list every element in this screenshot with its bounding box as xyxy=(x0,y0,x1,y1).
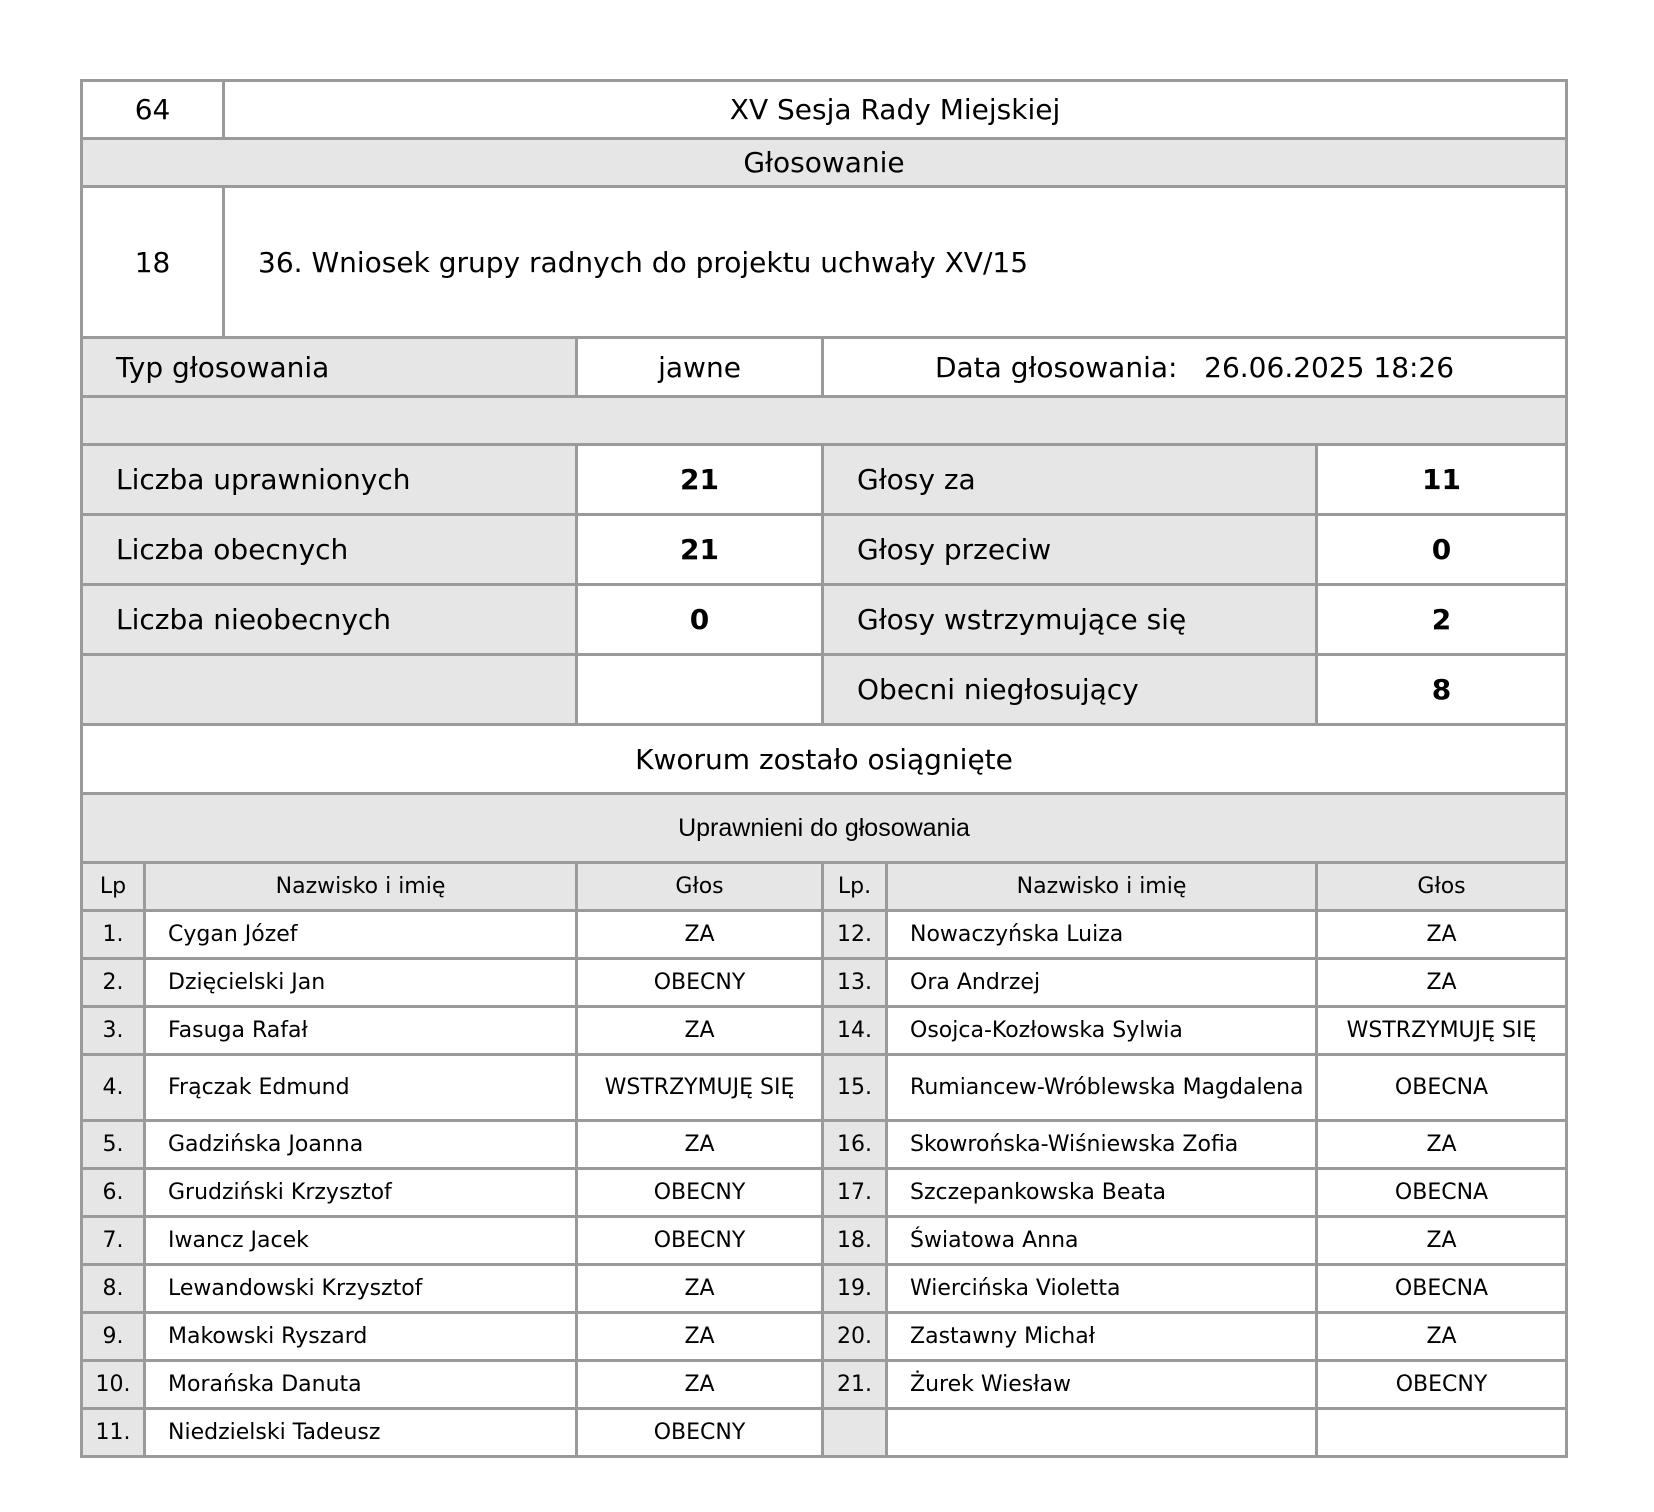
table-row xyxy=(82,1313,1567,1361)
list-title: Uprawnieni do głosowania xyxy=(82,794,1567,863)
row-name-left: Niedzielski Tadeusz xyxy=(145,1409,577,1457)
present-value: 21 xyxy=(577,515,823,585)
present-label: Liczba obecnych xyxy=(82,515,577,585)
row-number-right: 20. xyxy=(823,1313,887,1361)
voting-report xyxy=(80,79,1565,1458)
table-row xyxy=(82,1265,1567,1313)
row-vote-right: OBECNA xyxy=(1317,1265,1567,1313)
row-vote-right xyxy=(1317,1409,1567,1457)
table-row xyxy=(82,1169,1567,1217)
column-header-row xyxy=(82,863,1567,911)
table-row xyxy=(82,1055,1567,1121)
against-label: Głosy przeciw xyxy=(823,515,1317,585)
row-name-right: Światowa Anna xyxy=(887,1217,1317,1265)
absent-label: Liczba nieobecnych xyxy=(82,585,577,655)
row-name-left: Gadzińska Joanna xyxy=(145,1121,577,1169)
row-number-right: 12. xyxy=(823,911,887,959)
empty-label-cell xyxy=(82,655,577,725)
row-number-left: 3. xyxy=(82,1007,145,1055)
row-number-left: 2. xyxy=(82,959,145,1007)
session-title: XV Sesja Rady Miejskiej xyxy=(224,81,1567,139)
row-number-left: 9. xyxy=(82,1313,145,1361)
table-row xyxy=(82,911,1567,959)
row-number-right: 15. xyxy=(823,1055,887,1121)
vote-date xyxy=(823,338,1567,397)
row-vote-left: OBECNY xyxy=(577,1217,823,1265)
for-label: Głosy za xyxy=(823,445,1317,515)
item-number: 18 xyxy=(82,187,224,338)
stats-row-1 xyxy=(82,445,1567,515)
row-vote-left: ZA xyxy=(577,1313,823,1361)
row-vote-right: OBECNA xyxy=(1317,1169,1567,1217)
list-title-row xyxy=(82,794,1567,863)
abstain-label: Głosy wstrzymujące się xyxy=(823,585,1317,655)
row-name-right: Nowaczyńska Luiza xyxy=(887,911,1317,959)
row-name-left: Lewandowski Krzysztof xyxy=(145,1265,577,1313)
row-number-left: 4. xyxy=(82,1055,145,1121)
row-name-left: Dzięcielski Jan xyxy=(145,959,577,1007)
stats-row-2 xyxy=(82,515,1567,585)
row-name-left: Iwancz Jacek xyxy=(145,1217,577,1265)
row-vote-right: ZA xyxy=(1317,1217,1567,1265)
row-vote-left: ZA xyxy=(577,1121,823,1169)
eligible-value: 21 xyxy=(577,445,823,515)
row-number-left: 8. xyxy=(82,1265,145,1313)
row-number-right: 19. xyxy=(823,1265,887,1313)
row-name-right: Szczepankowska Beata xyxy=(887,1169,1317,1217)
header-row xyxy=(82,81,1567,139)
row-vote-right: OBECNA xyxy=(1317,1055,1567,1121)
row-number-right: 13. xyxy=(823,959,887,1007)
row-vote-left: WSTRZYMUJĘ SIĘ xyxy=(577,1055,823,1121)
table-row xyxy=(82,1361,1567,1409)
row-name-left: Frączak Edmund xyxy=(145,1055,577,1121)
spacer-row xyxy=(82,397,1567,445)
col-name-right: Nazwisko i imię xyxy=(887,863,1317,911)
item-title: 36. Wniosek grupy radnych do projektu uchwały XV/15 xyxy=(224,187,1567,338)
vote-type-label: Typ głosowania xyxy=(82,338,577,397)
row-name-right: Zastawny Michał xyxy=(887,1313,1317,1361)
row-vote-right: ZA xyxy=(1317,1313,1567,1361)
vote-type-value: jawne xyxy=(577,338,823,397)
row-vote-right: ZA xyxy=(1317,959,1567,1007)
row-number-left: 10. xyxy=(82,1361,145,1409)
row-number-left: 6. xyxy=(82,1169,145,1217)
table-row xyxy=(82,1007,1567,1055)
table-row xyxy=(82,1121,1567,1169)
spacer-cell xyxy=(82,397,1567,445)
voting-table xyxy=(80,79,1568,1458)
session-number: 64 xyxy=(82,81,224,139)
nonvoting-value: 8 xyxy=(1317,655,1567,725)
row-number-left: 5. xyxy=(82,1121,145,1169)
against-value: 0 xyxy=(1317,515,1567,585)
quorum-row xyxy=(82,725,1567,794)
row-name-right: Osojca-Kozłowska Sylwia xyxy=(887,1007,1317,1055)
table-row xyxy=(82,1217,1567,1265)
absent-value: 0 xyxy=(577,585,823,655)
abstain-value: 2 xyxy=(1317,585,1567,655)
col-lp-right: Lp. xyxy=(823,863,887,911)
vote-date-value: 26.06.2025 18:26 xyxy=(1204,350,1455,384)
section-row xyxy=(82,139,1567,187)
row-name-left: Morańska Danuta xyxy=(145,1361,577,1409)
section-title: Głosowanie xyxy=(82,139,1567,187)
row-vote-left: ZA xyxy=(577,1361,823,1409)
row-number-right: 18. xyxy=(823,1217,887,1265)
item-row xyxy=(82,187,1567,338)
row-number-left: 11. xyxy=(82,1409,145,1457)
row-name-right: Ora Andrzej xyxy=(887,959,1317,1007)
row-number-right xyxy=(823,1409,887,1457)
vote-date-label: Data głosowania: xyxy=(934,350,1178,384)
row-vote-left: OBECNY xyxy=(577,1169,823,1217)
row-name-right: Żurek Wiesław xyxy=(887,1361,1317,1409)
row-number-right: 21. xyxy=(823,1361,887,1409)
row-vote-left: ZA xyxy=(577,1265,823,1313)
row-name-left: Makowski Ryszard xyxy=(145,1313,577,1361)
row-number-left: 1. xyxy=(82,911,145,959)
empty-value-cell xyxy=(577,655,823,725)
row-name-left: Grudziński Krzysztof xyxy=(145,1169,577,1217)
row-vote-right: ZA xyxy=(1317,911,1567,959)
vote-meta-row xyxy=(82,338,1567,397)
row-vote-right: ZA xyxy=(1317,1121,1567,1169)
stats-row-3 xyxy=(82,585,1567,655)
row-vote-left: ZA xyxy=(577,911,823,959)
row-name-right: Wiercińska Violetta xyxy=(887,1265,1317,1313)
row-name-right: Skowrońska-Wiśniewska Zofia xyxy=(887,1121,1317,1169)
row-number-right: 14. xyxy=(823,1007,887,1055)
row-vote-left: OBECNY xyxy=(577,959,823,1007)
table-row xyxy=(82,1409,1567,1457)
table-row xyxy=(82,959,1567,1007)
quorum-status: Kworum zostało osiągnięte xyxy=(82,725,1567,794)
row-vote-right: WSTRZYMUJĘ SIĘ xyxy=(1317,1007,1567,1055)
row-vote-left: ZA xyxy=(577,1007,823,1055)
col-lp-left: Lp xyxy=(82,863,145,911)
row-number-right: 17. xyxy=(823,1169,887,1217)
nonvoting-label: Obecni niegłosujący xyxy=(823,655,1317,725)
col-vote-right: Głos xyxy=(1317,863,1567,911)
row-name-right xyxy=(887,1409,1317,1457)
for-value: 11 xyxy=(1317,445,1567,515)
row-name-left: Cygan Józef xyxy=(145,911,577,959)
eligible-label: Liczba uprawnionych xyxy=(82,445,577,515)
row-name-right: Rumiancew-Wróblewska Magdalena xyxy=(887,1055,1317,1121)
row-name-left: Fasuga Rafał xyxy=(145,1007,577,1055)
row-number-right: 16. xyxy=(823,1121,887,1169)
col-vote-left: Głos xyxy=(577,863,823,911)
row-vote-left: OBECNY xyxy=(577,1409,823,1457)
stats-row-4 xyxy=(82,655,1567,725)
row-vote-right: OBECNY xyxy=(1317,1361,1567,1409)
row-number-left: 7. xyxy=(82,1217,145,1265)
col-name-left: Nazwisko i imię xyxy=(145,863,577,911)
